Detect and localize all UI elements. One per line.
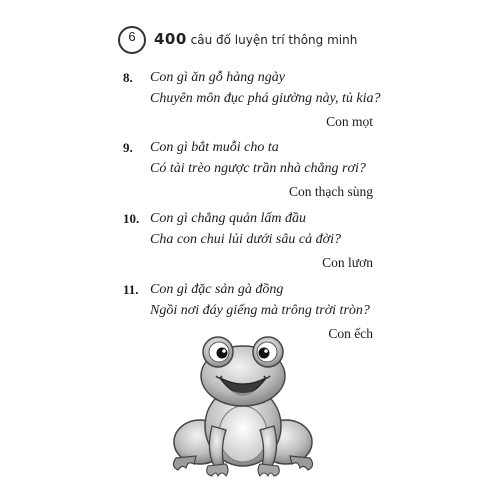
riddle-line-2: Ngồi nơi đáy giếng mà trông trời tròn? bbox=[150, 303, 370, 318]
riddle-line-1: Con gì bắt muỗi cho ta bbox=[150, 140, 279, 155]
riddle-number: 10. bbox=[123, 211, 140, 226]
riddle-answer: Con lươn bbox=[322, 255, 373, 270]
riddle-line-2: Chuyên môn đục phá giường này, tủ kia? bbox=[150, 91, 381, 106]
riddle-answer: Con thạch sùng bbox=[289, 184, 373, 199]
riddle-line-2: Có tài trèo ngược trần nhà chẳng rơi? bbox=[150, 161, 366, 176]
page-number-badge bbox=[118, 26, 146, 54]
riddle-line-2: Cha con chui lủi dưới sâu cả đời? bbox=[150, 232, 341, 247]
riddle-number: 11. bbox=[123, 282, 139, 297]
page-number: 6 bbox=[128, 29, 136, 44]
book-title-text: câu đố luyện trí thông minh bbox=[186, 33, 358, 47]
riddle-answer: Con ếch bbox=[328, 326, 373, 341]
riddle-line-1: Con gì đặc sản gà đồng bbox=[150, 282, 284, 297]
riddle-number: 9. bbox=[123, 140, 133, 155]
book-title-number: 400 bbox=[154, 30, 187, 48]
riddle-answer: Con mọt bbox=[326, 114, 373, 129]
riddle-number: 8. bbox=[123, 70, 133, 85]
frog-icon bbox=[168, 330, 318, 480]
riddle-line-1: Con gì ăn gỗ hàng ngày bbox=[150, 70, 285, 85]
page-header bbox=[118, 26, 378, 54]
book-title bbox=[154, 30, 357, 48]
riddle-line-1: Con gì chẳng quản lấm đầu bbox=[150, 211, 306, 226]
